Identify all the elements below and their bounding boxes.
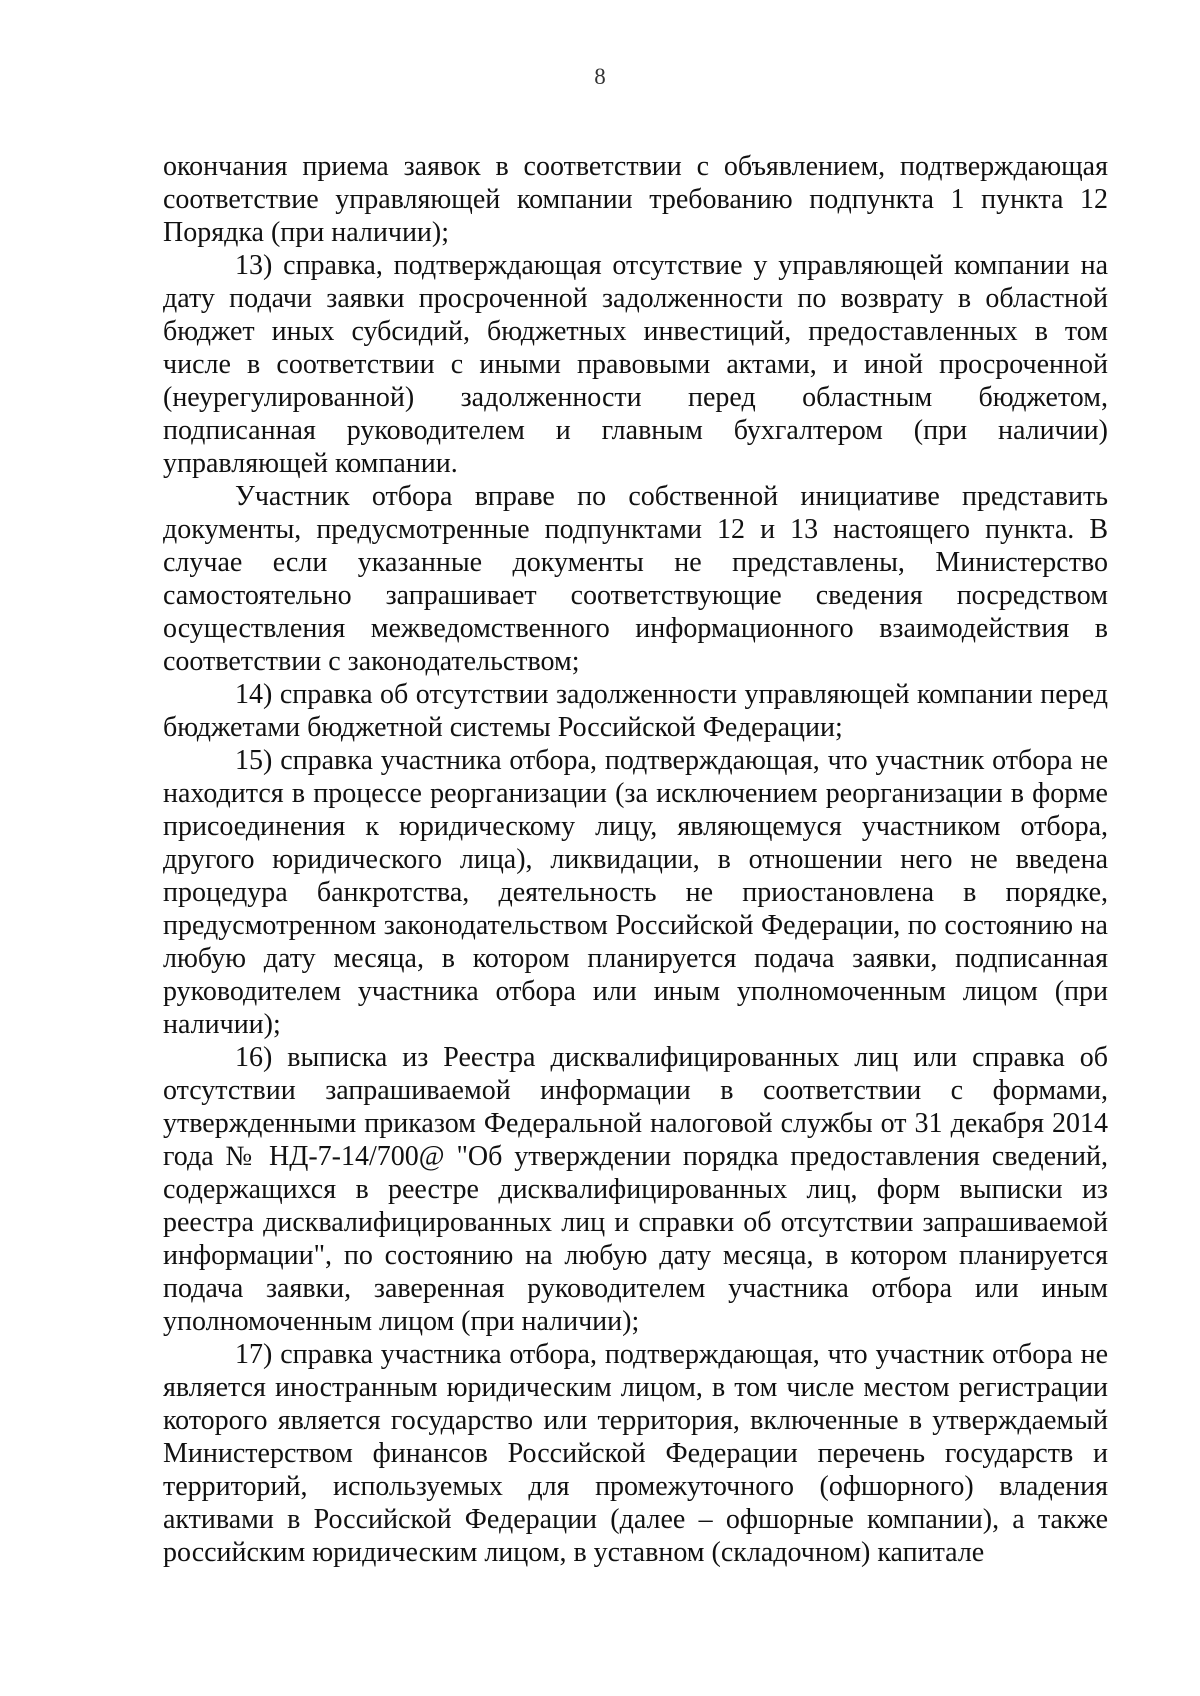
paragraph-item-14: 14) справка об отсутствии задолженности управляющей компании перед бюджетами бюджетной системы Российской Федерации; <box>163 679 1108 743</box>
paragraph-item-15: 15) справка участника отбора, подтверждающая, что участник отбора не находится в процессе реорганизации (за исключением реорганизации в форме присоединения к юридическому лицу, являющемуся участником отбора, другого юридического лица), ликвидации, в отношении него не введена процедура банкротства, деятельность не приостановлена в порядке, предусмотренном законодательством Российской Федерации, по состоянию на любую дату месяца, в котором планируется подача заявки, подписанная руководителем участника отбора или иным уполномоченным лицом (при наличии); <box>163 745 1108 1040</box>
paragraph-item-16: 16) выписка из Реестра дисквалифицированных лиц или справка об отсутствии запрашиваемой информации в соответствии с формами, утвержденными приказом Федеральной налоговой службы от 31 декабря 2014 года № НД-7-14/700@ "Об утверждении порядка предоставления сведений, содержащихся в реестре дисквалифицированных лиц, форм выписки из реестра дисквалифицированных лиц и справки об отсутствии запрашиваемой информации", по состоянию на любую дату месяца, в котором планируется подача заявки, заверенная руководителем участника отбора или иным уполномоченным лицом (при наличии); <box>163 1042 1108 1337</box>
page-number: 8 <box>594 64 606 89</box>
paragraph-item-17: 17) справка участника отбора, подтверждающая, что участник отбора не является иностранным юридическим лицом, в том числе местом регистрации которого является государство или территория, включенные в утверждаемый Министерством финансов Российской Федерации перечень государств и территорий, используемых для промежуточного (офшорного) владения активами в Российской Федерации (далее – офшорные компании), а также российским юридическим лицом, в уставном (складочном) капитале <box>163 1339 1108 1568</box>
paragraph-item-13: 13) справка, подтверждающая отсутствие у управляющей компании на дату подачи заявки просроченной задолженности по возврату в областной бюджет иных субсидий, бюджетных инвестиций, предоставленных в том числе в соответствии с иными правовыми актами, и иной просроченной (неурегулированной) задолженности перед областным бюджетом, подписанная руководителем и главным бухгалтером (при наличии) управляющей компании. <box>163 250 1108 479</box>
paragraph-continuation: окончания приема заявок в соответствии с объявлением, подтверждающая соответствие управляющей компании требованию подпункта 1 пункта 12 Порядка (при наличии); <box>163 151 1108 248</box>
paragraph-participant-right: Участник отбора вправе по собственной инициативе представить документы, предусмотренные подпунктами 12 и 13 настоящего пункта. В случае если указанные документы не представлены, Министерство самостоятельно запрашивает соответствующие сведения посредством осуществления межведомственного информационного взаимодействия в соответствии с законодательством; <box>163 481 1108 677</box>
document-body <box>163 150 1108 1569</box>
